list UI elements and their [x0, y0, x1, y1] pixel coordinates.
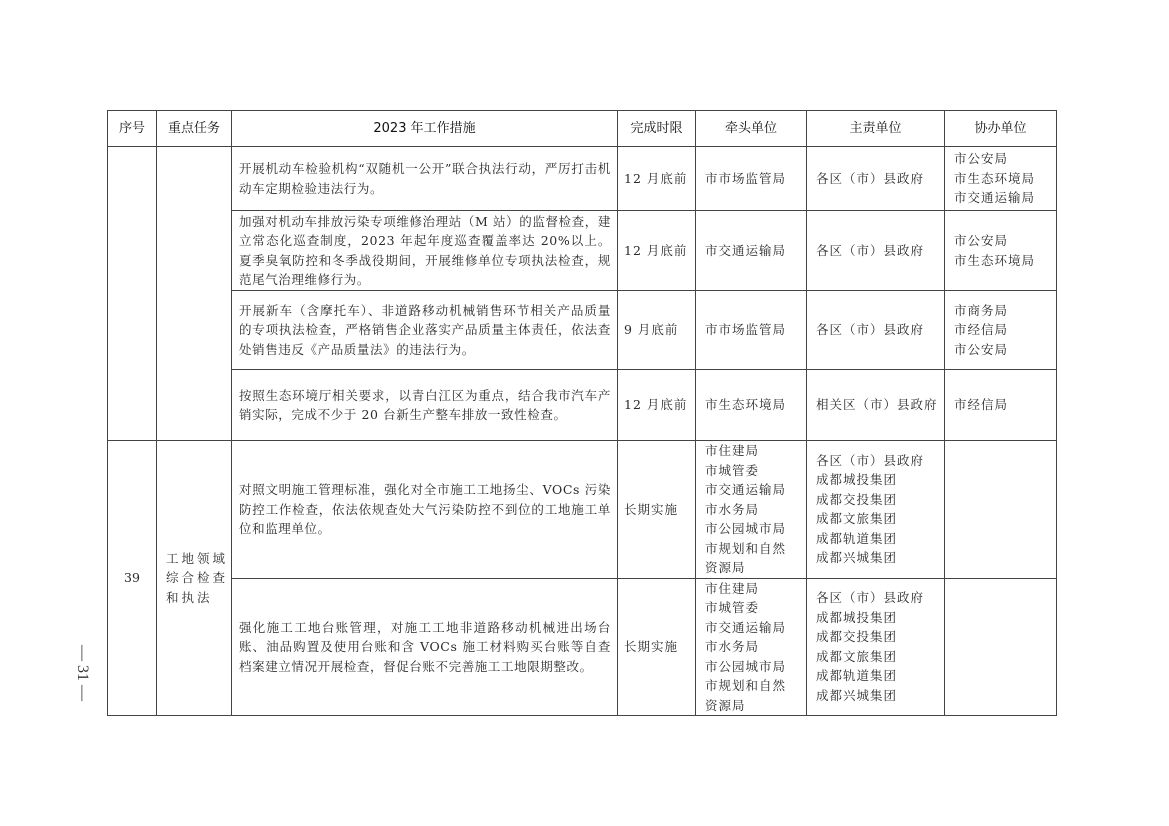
measure-cell: 强化施工工地台账管理，对施工工地非道路移动机械进出场台账、油品购置及使用台账和含 VOCs 施工材料购买台账等自查档案建立情况开展检查，督促台账不完善施工工地限期整改。: [232, 578, 618, 716]
lead-unit: 市交通运输局: [705, 242, 787, 258]
measure-cell: 开展机动车检验机构“双随机一公开”联合执法行动，严厉打击机动车定期检验违法行为。: [232, 147, 618, 211]
deadline-cell: 9 月底前: [618, 291, 696, 370]
main-unit: 各区（市）县政府: [816, 322, 925, 338]
table-row: [108, 370, 1057, 441]
table-header-row: [108, 111, 1057, 147]
main-unit: 成都城投集团: [816, 472, 898, 488]
lead-unit: 市规划和自然: [705, 678, 787, 693]
assist-unit-cell: [945, 291, 1057, 370]
assist-unit: 市经信局: [954, 397, 1009, 413]
lead-unit: 市规划和自然: [705, 540, 787, 556]
header-main-unit: 主责单位: [807, 111, 945, 147]
deadline-cell: 长期实施: [618, 578, 696, 716]
page-number-text: — 31 —: [74, 645, 91, 701]
deadline-cell: 长期实施: [618, 441, 696, 579]
lead-unit-cell: [696, 578, 807, 716]
main-unit: 成都轨道集团: [816, 530, 898, 546]
main-unit-cell: [807, 147, 945, 211]
deadline-cell: 12 月底前: [618, 211, 696, 291]
lead-unit-cell: [696, 370, 807, 441]
main-unit-cell: [807, 211, 945, 291]
deadline-cell: 12 月底前: [618, 370, 696, 441]
assist-unit: 市交通运输局: [954, 190, 1036, 206]
header-task: 重点任务: [157, 111, 232, 147]
table-row: [108, 147, 1057, 211]
task-cell: [157, 441, 232, 716]
lead-unit: 市城管委: [705, 462, 760, 478]
main-unit: 成都兴城集团: [816, 550, 898, 566]
assist-unit-cell: [945, 211, 1057, 291]
main-unit-cell: [807, 370, 945, 441]
assist-unit: 市公安局: [954, 151, 1009, 167]
header-deadline: 完成时限: [618, 111, 696, 147]
main-unit: 成都兴城集团: [816, 687, 898, 703]
measure-cell: 按照生态环境厅相关要求，以青白江区为重点，结合我市汽车产销实际，完成不少于 20 台新生产整车排放一致性检查。: [232, 370, 618, 441]
lead-unit: 资源局: [705, 697, 746, 713]
table-row: [108, 211, 1057, 291]
assist-unit-cell: [945, 578, 1057, 716]
measure-cell: 加强对机动车排放污染专项维修治理站（M 站）的监督检查，建立常态化巡查制度，2023 年起年度巡查覆盖率达 20%以上。夏季臭氧防控和冬季战役期间，开展维修单位专项执法检查，规范尾气治理维修行为。: [232, 211, 618, 291]
lead-unit: 市水务局: [705, 501, 760, 517]
assist-unit: 市公安局: [954, 233, 1009, 248]
measure-cell: 对照文明施工管理标准，强化对全市施工工地扬尘、VOCs 污染防控工作检查，依法依规查处大气污染防控不到位的工地施工单位和监理单位。: [232, 441, 618, 579]
main-unit: 成都交投集团: [816, 491, 898, 507]
deadline-cell: 12 月底前: [618, 147, 696, 211]
lead-unit: 市交通运输局: [705, 619, 787, 635]
measure-cell: 开展新车（含摩托车）、非道路移动机械销售环节相关产品质量的专项执法检查，严格销售企业落实产品质量主体责任，依法查处销售违反《产品质量法》的违法行为。: [232, 291, 618, 370]
table-row: [108, 291, 1057, 370]
main-unit: 成都文旅集团: [816, 648, 898, 664]
assist-unit-cell: [945, 147, 1057, 211]
assist-unit: 市生态环境局: [954, 252, 1036, 268]
lead-unit: 市交通运输局: [705, 482, 787, 497]
main-unit: 各区（市）县政府: [816, 452, 925, 468]
main-unit-cell: [807, 441, 945, 579]
header-lead-unit: 牵头单位: [696, 111, 807, 147]
assist-unit-cell: [945, 370, 1057, 441]
lead-unit: 市城管委: [705, 600, 760, 615]
assist-unit: 市经信局: [954, 322, 1009, 338]
assist-unit: 市商务局: [954, 302, 1009, 318]
lead-unit-cell: [696, 147, 807, 211]
main-unit: 成都城投集团: [816, 609, 898, 625]
main-unit-cell: [807, 578, 945, 716]
main-unit: 成都文旅集团: [816, 511, 898, 527]
assist-unit: 市公安局: [954, 341, 1009, 357]
main-unit: 相关区（市）县政府: [816, 397, 938, 413]
lead-unit-cell: [696, 291, 807, 370]
page-number: [62, 628, 102, 718]
lead-unit: 市住建局: [705, 580, 760, 596]
lead-unit: 市公园城市局: [705, 658, 787, 674]
seq-cell: 39: [108, 441, 157, 716]
table-row: [108, 578, 1057, 716]
header-measure: 2023 年工作措施: [232, 111, 618, 147]
main-unit: 各区（市）县政府: [816, 170, 925, 186]
assist-unit-cell: [945, 441, 1057, 579]
lead-unit: 市公园城市局: [705, 521, 787, 536]
main-unit: 各区（市）县政府: [816, 242, 925, 258]
main-unit-cell: [807, 291, 945, 370]
lead-unit: 资源局: [705, 560, 746, 575]
lead-unit: 市市场监管局: [705, 170, 787, 186]
seq-cell: [108, 147, 157, 441]
lead-unit: 市生态环境局: [705, 397, 787, 413]
task-line: 综合检查: [166, 570, 229, 586]
lead-unit-cell: [696, 441, 807, 579]
main-unit: 成都交投集团: [816, 629, 898, 645]
lead-unit: 市市场监管局: [705, 322, 787, 338]
lead-unit: 市水务局: [705, 639, 760, 654]
work-measures-table: [107, 110, 1057, 716]
lead-unit: 市住建局: [705, 443, 760, 458]
header-seq: 序号: [108, 111, 157, 147]
main-unit: 各区（市）县政府: [816, 590, 925, 606]
task-line: 和执法: [166, 589, 213, 605]
assist-unit: 市生态环境局: [954, 170, 1036, 186]
header-assist-unit: 协办单位: [945, 111, 1057, 147]
lead-unit-cell: [696, 211, 807, 291]
table-row: [108, 441, 1057, 579]
task-cell: [157, 147, 232, 441]
main-unit: 成都轨道集团: [816, 668, 898, 684]
task-line: 工地领域: [166, 550, 229, 566]
